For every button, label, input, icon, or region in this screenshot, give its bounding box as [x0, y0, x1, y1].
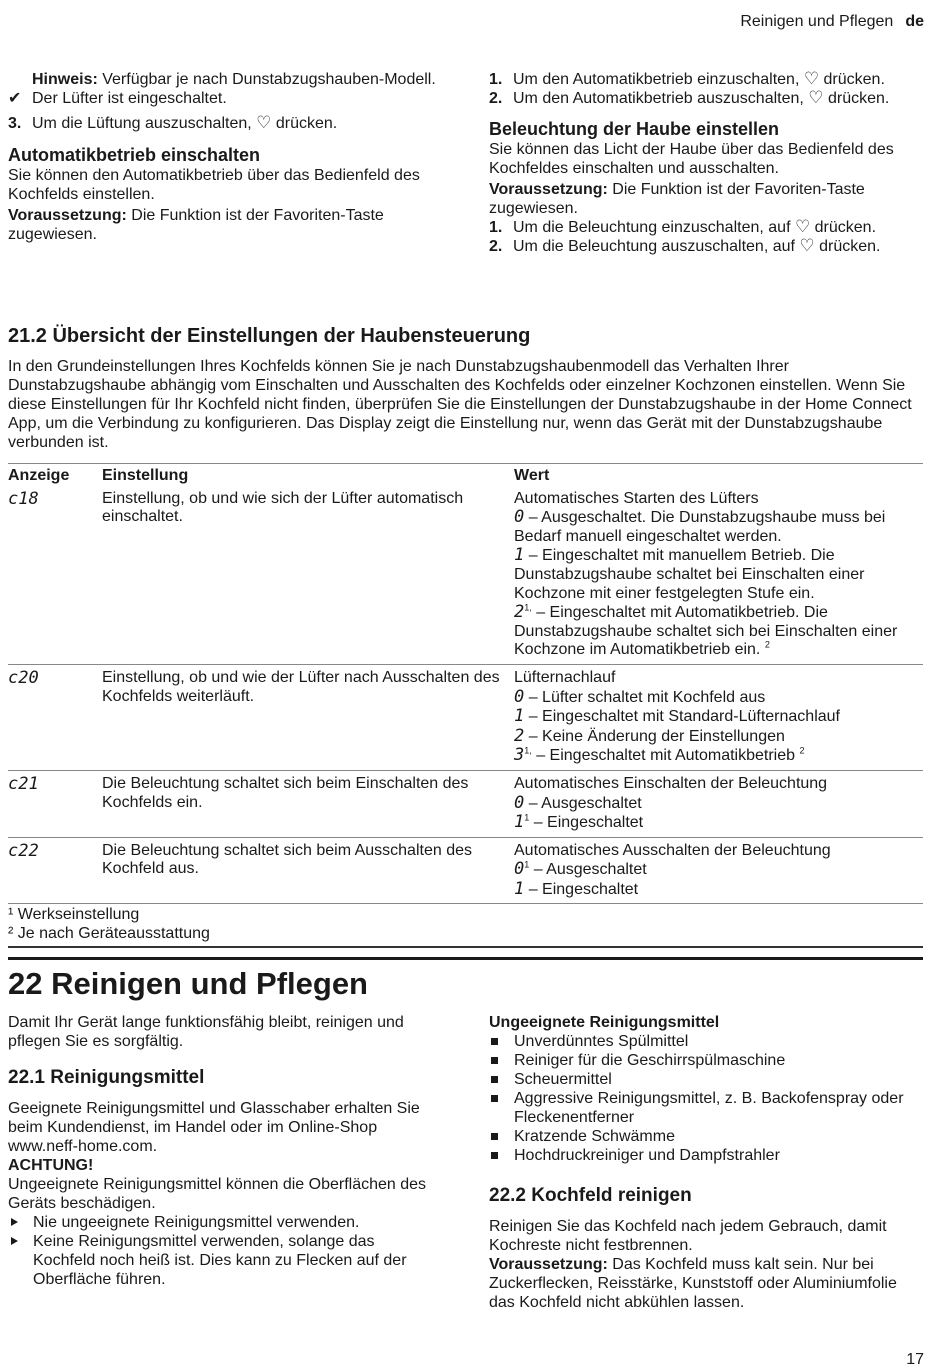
setting-text: Einstellung, ob und wie der Lüfter nach Ausschalten des Kochfelds weiterläuft. — [102, 664, 514, 770]
value-cell — [514, 488, 923, 665]
auto-heading: Automatikbetrieb einschalten — [8, 145, 261, 165]
option-code: 1 — [514, 706, 525, 727]
step-number: 2. — [489, 90, 503, 107]
step-text-end: drücken. — [823, 90, 890, 107]
option-text: – Eingeschaltet mit Standard-Lüfternachlauf — [524, 708, 840, 726]
warning-label: ACHTUNG! — [8, 1157, 94, 1174]
list-item: Kratzende Schwämme — [489, 1127, 917, 1146]
footnote-1: ¹ Werkseinstellung — [8, 906, 140, 924]
table-header-row — [8, 464, 923, 488]
list-item: Keine Reinigungsmittel verwenden, solange das Kochfeld noch heiß ist. Dies kann zu Flecken auf der Oberfläche führen. — [8, 1232, 438, 1289]
value-cell — [514, 837, 923, 904]
value-cell — [514, 664, 923, 770]
chapter-intro: Damit Ihr Gerät lange funktionsfähig bleibt, reinigen und pflegen Sie es sorgfältig. — [8, 1014, 404, 1050]
requirement-text: Die Funktion ist der Favoriten-Taste zugewiesen. — [8, 207, 384, 243]
col-header-value: Wert — [514, 464, 923, 488]
auto-text: Sie können den Automatikbetrieb über das Bedienfeld des Kochfelds einstellen. — [8, 167, 420, 203]
footnote-ref: 1 — [524, 812, 530, 823]
unsuitable-heading: Ungeeignete Reinigungsmittel — [489, 1014, 720, 1031]
option-text: – Eingeschaltet — [529, 814, 644, 832]
section-21-2 — [8, 324, 923, 452]
running-header — [740, 12, 924, 31]
step-text: Um die Lüftung auszuschalten, — [32, 115, 257, 132]
value-option — [514, 794, 923, 814]
header-title: Reinigen und Pflegen — [740, 13, 894, 30]
requirement-label: Voraussetzung: — [489, 181, 608, 198]
heart-icon: ♡ — [808, 88, 824, 107]
step-number: 1. — [489, 71, 503, 88]
col-header-display: Anzeige — [8, 464, 102, 488]
value-title: Automatisches Einschalten der Beleuchtung — [514, 774, 828, 792]
list-item: Nie ungeeignete Reinigungsmittel verwenden. — [8, 1213, 438, 1232]
requirement — [8, 206, 438, 244]
display-code: c22 — [8, 840, 39, 861]
option-text: – Ausgeschaltet — [524, 794, 642, 812]
footnote-ref: 1 — [524, 859, 530, 870]
display-code: c20 — [8, 667, 39, 688]
step-number: 3. — [8, 115, 22, 132]
step-number: 1. — [489, 219, 503, 236]
table-row — [8, 770, 923, 837]
section-22-2-text: Reinigen Sie das Kochfeld nach jedem Gebrauch, damit Kochreste nicht festbrennen. — [489, 1218, 887, 1254]
value-option — [514, 688, 923, 708]
footnote-ref: 2 — [764, 640, 770, 651]
option-code: 0 — [514, 792, 525, 813]
chapter-title: 22 Reinigen und Pflegen — [8, 966, 368, 1001]
check-text: Der Lüfter ist eingeschaltet. — [32, 90, 227, 107]
note-label: Hinweis: — [32, 71, 98, 88]
step-text-end: drücken. — [271, 115, 338, 132]
option-code: 1 — [514, 812, 525, 833]
value-option — [514, 707, 923, 727]
display-code: c18 — [8, 488, 39, 509]
option-code: 2 — [514, 602, 525, 623]
table-row — [8, 837, 923, 904]
option-code: 3 — [514, 745, 525, 766]
setting-text: Die Beleuchtung schaltet sich beim Einschalten des Kochfelds ein. — [102, 770, 514, 837]
list-item: Scheuermittel — [489, 1070, 917, 1089]
value-option — [514, 880, 923, 900]
check-icon: ✔ — [8, 90, 22, 107]
list-item: Reiniger für die Geschirrspülmaschine — [489, 1051, 917, 1070]
value-title: Automatisches Ausschalten der Beleuchtung — [514, 841, 831, 859]
value-option — [514, 546, 923, 603]
value-option — [514, 603, 923, 660]
step-number: 2. — [489, 238, 503, 255]
step-text: Um den Automatikbetrieb auszuschalten, — [513, 90, 809, 107]
light-heading: Beleuchtung der Haube einstellen — [489, 119, 780, 139]
option-text: – Ausgeschaltet — [529, 861, 647, 879]
step-2 — [489, 89, 927, 108]
footnote-ref: 1, — [524, 745, 532, 756]
heart-icon: ♡ — [803, 69, 820, 88]
step-text: Um die Beleuchtung auszuschalten, auf — [513, 238, 800, 255]
option-code: 0 — [514, 507, 525, 528]
heart-icon: ♡ — [799, 236, 815, 255]
section-22-1-text: Geeignete Reinigungsmittel und Glasschaber erhalten Sie beim Kundendienst, im Handel oder im Online-Shop www.neff-home.com. — [8, 1100, 420, 1155]
check-line — [8, 89, 438, 108]
page-number: 17 — [906, 1351, 924, 1368]
table-row — [8, 488, 923, 665]
value-title: Automatisches Starten des Lüfters — [514, 489, 759, 507]
step-text-end: drücken. — [810, 219, 877, 236]
section-22-2-heading: 22.2 Kochfeld reinigen — [489, 1185, 692, 1206]
heart-icon: ♡ — [794, 217, 811, 236]
list-item: Hochdruckreiniger und Dampfstrahler — [489, 1146, 917, 1165]
value-option — [514, 813, 923, 833]
requirement-text: Die Funktion ist der Favoriten-Taste zugewiesen. — [489, 181, 865, 217]
value-option — [514, 727, 923, 747]
setting-text: Einstellung, ob und wie sich der Lüfter automatisch einschaltet. — [102, 488, 514, 665]
step-3 — [8, 114, 438, 133]
option-code: 0 — [514, 859, 525, 880]
option-text: – Lüfter schaltet mit Kochfeld aus — [524, 688, 766, 706]
requirement-label: Voraussetzung: — [489, 1256, 608, 1273]
requirement-label: Voraussetzung: — [8, 207, 127, 224]
language-code: de — [905, 13, 924, 30]
light-step-2 — [489, 237, 927, 256]
section-22-1-heading: 22.1 Reinigungsmittel — [8, 1067, 205, 1088]
section-heading: 21.2 Übersicht der Einstellungen der Haubensteuerung — [8, 325, 531, 347]
footnote-2: ² Je nach Geräteausstattung — [8, 925, 210, 943]
footnote-ref: 2 — [799, 745, 805, 756]
option-text: – Eingeschaltet — [524, 880, 639, 898]
list-item: Aggressive Reinigungsmittel, z. B. Backofenspray oder Fleckenentferner — [489, 1089, 917, 1127]
light-text: Sie können das Licht der Haube über das Bedienfeld des Kochfeldes einschalten und ausschalten. — [489, 141, 894, 177]
setting-text: Die Beleuchtung schaltet sich beim Ausschalten des Kochfeld aus. — [102, 841, 472, 878]
footnote-ref: 1, — [524, 602, 532, 613]
requirement — [489, 180, 927, 218]
step-text: Um den Automatikbetrieb einzuschalten, — [513, 71, 804, 88]
right-top-column — [489, 70, 927, 256]
step-text-end: drücken. — [819, 71, 885, 88]
value-option — [514, 508, 923, 546]
settings-table-wrapper — [8, 463, 923, 948]
section-intro: In den Grundeinstellungen Ihres Kochfelds können Sie je nach Dunstabzugshaubenmodell das Verhalten Ihrer Dunstabzugshaube abhängig vom Einschalten und Ausschalten des Kochfelds oder einzelner Kochzonen einstellen. Wenn Sie diese Einstellungen für Ihr Kochfeld nicht finden, überprüfen Sie die Einstellungen der Dunstabzugshaube in der Home Connect App, um die Verbindung zu konfigurieren. Das Display zeigt die Einstellung nur, wenn das Gerät mit der Dunstabzugshaube verbunden ist. — [8, 358, 912, 451]
chapter-22-rule — [8, 957, 923, 960]
option-text: – Eingeschaltet mit Automatikbetrieb. Die Dunstabzugshaube schaltet sich bei Einschalten einer Kochzone im Automatikbetrieb ein. — [514, 604, 898, 659]
option-code: 2 — [514, 725, 525, 746]
heart-icon: ♡ — [256, 113, 272, 132]
settings-table — [8, 463, 923, 948]
option-text: – Keine Änderung der Einstellungen — [524, 727, 785, 745]
option-text: – Ausgeschaltet. Die Dunstabzugshaube muss bei Bedarf manuell eingeschaltet werden. — [514, 509, 886, 545]
value-option — [514, 746, 923, 766]
list-item: Unverdünntes Spülmittel — [489, 1032, 917, 1051]
requirement — [489, 1255, 917, 1312]
table-footnotes — [8, 904, 923, 947]
table-row — [8, 664, 923, 770]
option-code: 1 — [514, 545, 525, 566]
requirement-text: Das Kochfeld muss kalt sein. Nur bei Zuckerflecken, Reisstärke, Kunststoff oder Aluminiumfolie das Kochfeld nicht abkühlen lassen. — [489, 1256, 897, 1311]
option-code: 0 — [514, 686, 525, 707]
light-step-1 — [489, 218, 927, 237]
chapter-left-column — [8, 1013, 438, 1289]
option-text: – Eingeschaltet mit Automatikbetrieb — [531, 747, 800, 765]
value-cell — [514, 770, 923, 837]
warning-text: Ungeeignete Reinigungsmittel können die Oberflächen des Geräts beschädigen. — [8, 1176, 427, 1212]
note — [8, 70, 438, 89]
step-text: Um die Beleuchtung einzuschalten, auf — [513, 219, 795, 236]
step-1 — [489, 70, 927, 89]
chapter-right-column — [489, 1013, 917, 1312]
warning-list — [8, 1213, 438, 1289]
left-top-column — [8, 70, 438, 244]
unsuitable-list — [489, 1032, 917, 1165]
note-text: Verfügbar je nach Dunstabzugshauben-Modell. — [97, 71, 436, 88]
value-title: Lüfternachlauf — [514, 668, 616, 686]
step-text-end: drücken. — [814, 238, 881, 255]
value-option — [514, 860, 923, 880]
option-text: – Eingeschaltet mit manuellem Betrieb. Die Dunstabzugshaube schaltet bei Einschalten einer Kochzone mit einer festgelegten Stufe ein. — [514, 547, 865, 602]
option-code: 1 — [514, 878, 525, 899]
display-code: c21 — [8, 773, 39, 794]
col-header-setting: Einstellung — [102, 464, 514, 488]
